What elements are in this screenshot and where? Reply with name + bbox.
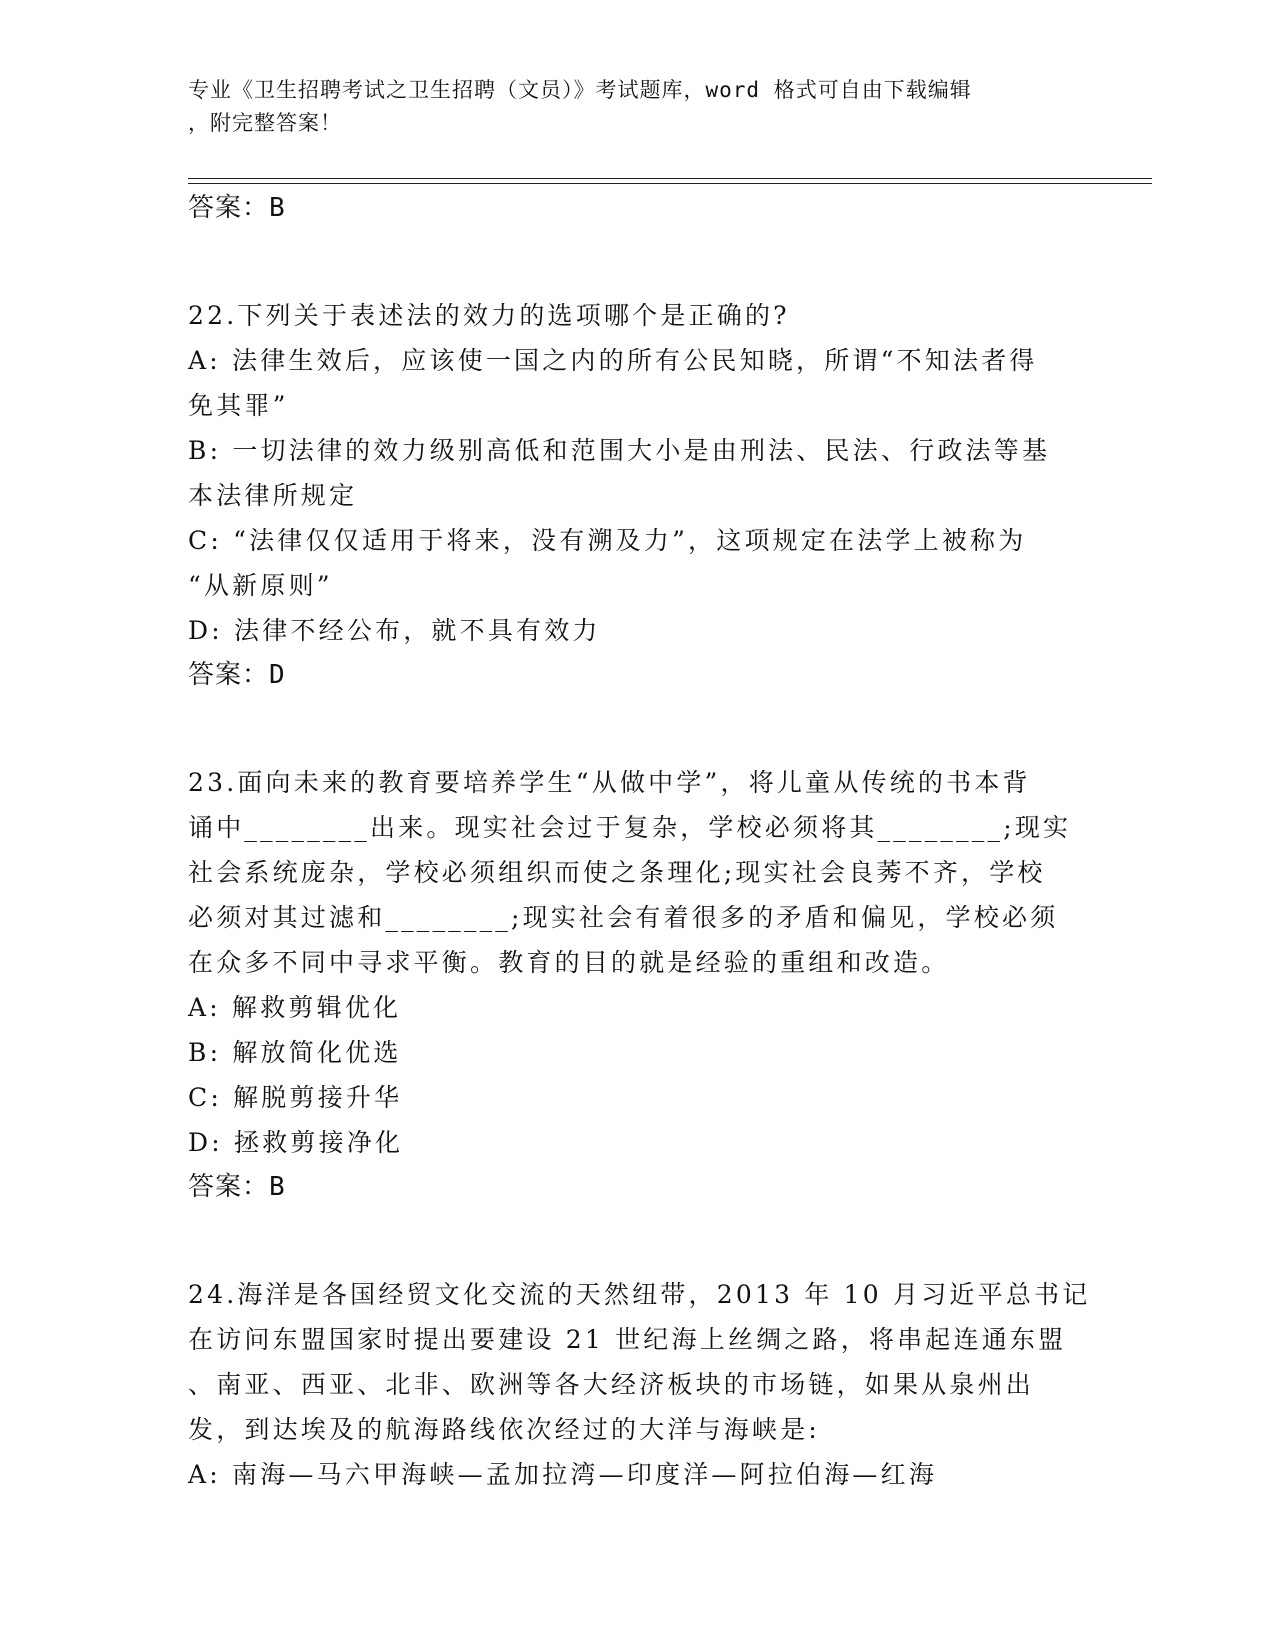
option-a-line: A: 南海—马六甲海峡—孟加拉湾—印度洋—阿拉伯海—红海: [188, 1460, 938, 1489]
option-b-line: B: 一切法律的效力级别高低和范围大小是由刑法、民法、行政法等基: [188, 436, 1051, 465]
spacer: [188, 231, 1088, 293]
option-b-line: B: 解放简化优选: [188, 1038, 402, 1067]
question-stem-line: 必须对其过滤和________;现实社会有着很多的矛盾和偏见，学校必须: [188, 903, 1059, 932]
spacer: [188, 698, 1088, 760]
option-a-line: A: 法律生效后，应该使一国之内的所有公民知晓，所谓“不知法者得: [188, 346, 1038, 375]
question-stem-line: 、南亚、西亚、北非、欧洲等各大经济板块的市场链，如果从泉州出: [188, 1370, 1035, 1399]
option-d-line: D: 拯救剪接净化: [188, 1128, 404, 1157]
question-stem-line: 24.海洋是各国经贸文化交流的天然纽带，2013 年 10 月习近平总书记: [188, 1280, 1091, 1309]
option-a-line: A: 解救剪辑优化: [188, 993, 402, 1022]
spacer: [188, 1210, 1088, 1272]
option-c-line: C: “法律仅仅适用于将来，没有溯及力”，这项规定在法学上被称为: [188, 526, 1027, 555]
option-b-line: 本法律所规定: [188, 481, 358, 510]
header-line-2: ，附完整答案！: [188, 111, 342, 135]
header-rule-top: [188, 178, 1152, 179]
question-23: [188, 760, 1088, 1210]
header-rule-bottom: [188, 183, 1152, 184]
option-d-line: D: 法律不经公布，就不具有效力: [188, 616, 601, 645]
question-answer: 答案：D: [188, 660, 286, 690]
question-22: [188, 293, 1088, 698]
document-header: [188, 74, 1088, 140]
question-stem-line: 在访问东盟国家时提出要建设 21 世纪海上丝绸之路，将串起连通东盟: [188, 1325, 1067, 1354]
question-24: [188, 1272, 1091, 1497]
document-body: [188, 186, 1091, 1497]
option-c-line: C: 解脱剪接升华: [188, 1083, 403, 1112]
question-stem-line: 发，到达埃及的航海路线依次经过的大洋与海峡是:: [188, 1415, 821, 1444]
answer-prev: 答案：B: [188, 193, 286, 223]
question-stem-line: 社会系统庞杂，学校必须组织而使之条理化;现实社会良莠不齐，学校: [188, 858, 1046, 887]
option-a-line: 免其罪”: [188, 391, 289, 420]
question-stem-line: 23.面向未来的教育要培养学生“从做中学”，将儿童从传统的书本背: [188, 768, 1031, 797]
option-c-line: “从新原则”: [188, 571, 333, 600]
question-stem-line: 诵中________出来。现实社会过于复杂，学校必须将其________;现实: [188, 813, 1072, 842]
question-stem-line: 22.下列关于表述法的效力的选项哪个是正确的?: [188, 301, 790, 330]
question-stem-line: 在众多不同中寻求平衡。教育的目的就是经验的重组和改造。: [188, 948, 950, 977]
header-line-1: 专业《卫生招聘考试之卫生招聘（文员）》考试题库，word 格式可自由下载编辑: [188, 78, 972, 102]
question-answer: 答案：B: [188, 1172, 286, 1202]
